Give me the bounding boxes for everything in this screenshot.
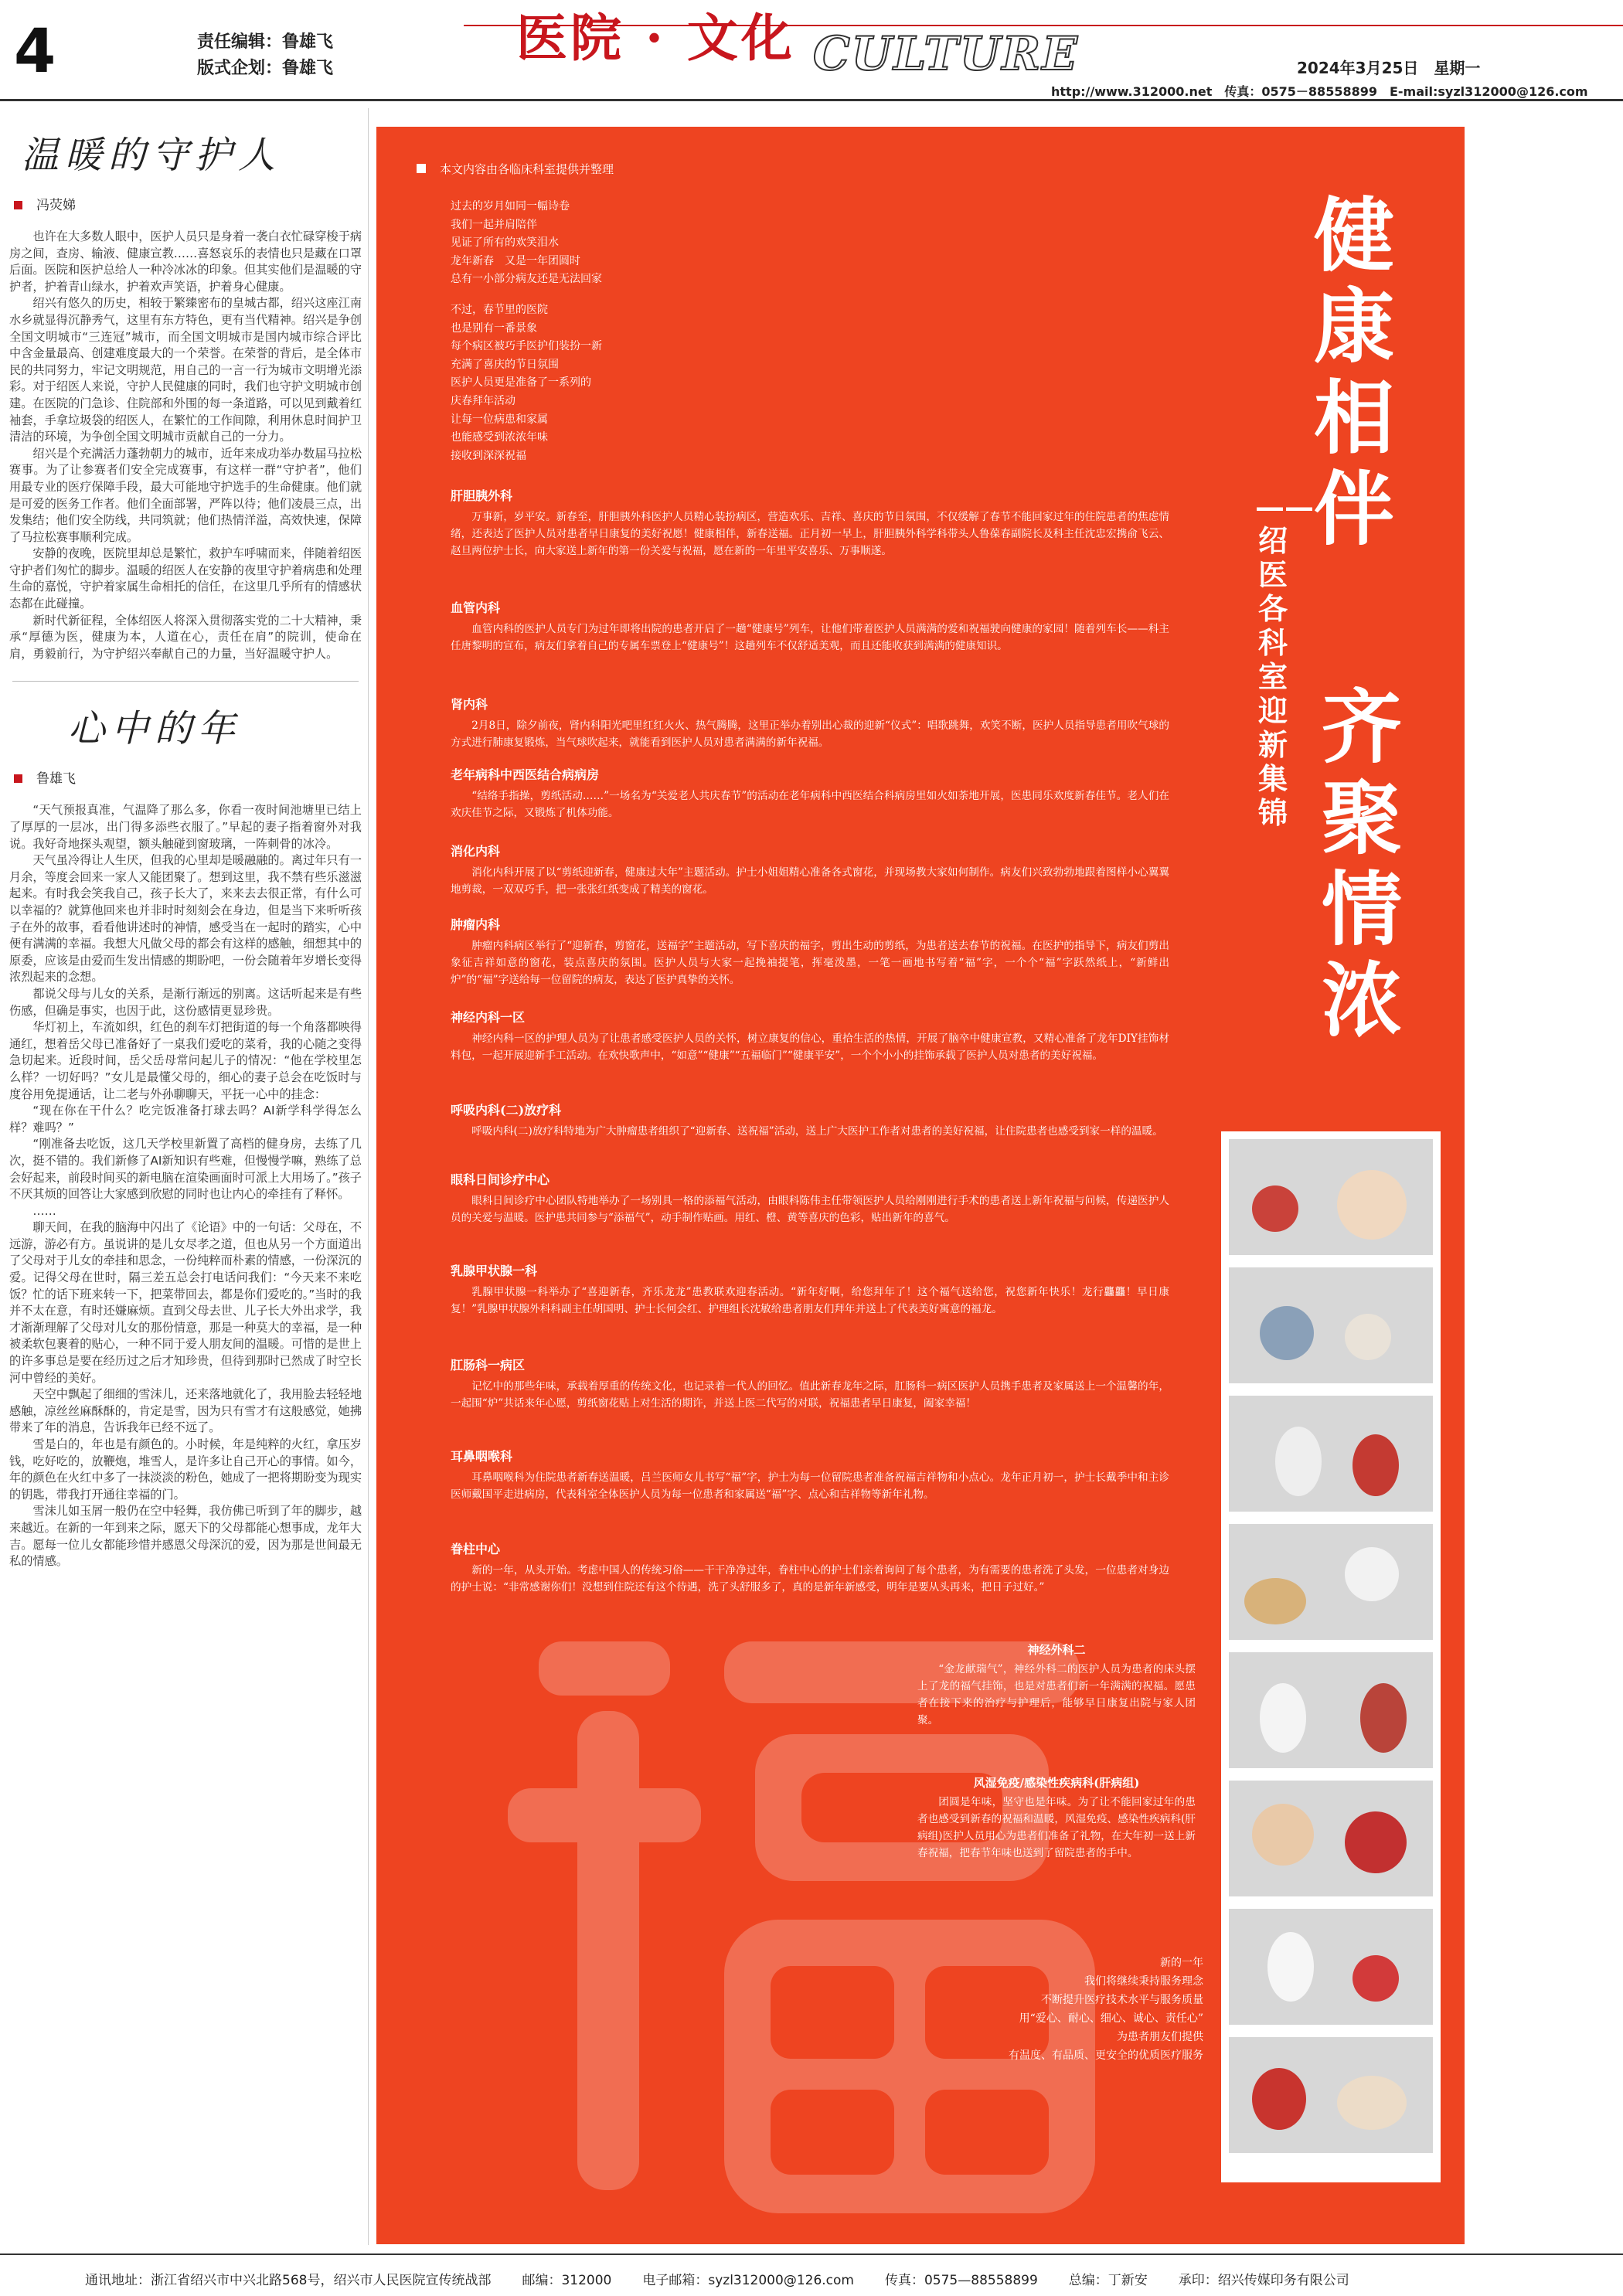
photo-figure [1345, 1547, 1399, 1601]
dept-text: 万事新，岁平安。新春至，肝胆胰外科医护人员精心装扮病区，营造欢乐、吉祥、喜庆的节日氛围，不仅缓解了春节不能回家过年的住院患者的焦虑情绪，还表达了医护人员对患者早日康复的美好祝愿！健康相伴，新春送福。正月初一早上，肝胆胰外科学科带头人鲁葆春副院长及科主任沈忠宏携俞飞云、赵旦两位护士长，向大家送上新年的第一份关爱与祝福，愿在新的一年里平安喜乐、万事顺遂。 [451, 511, 1169, 557]
dept-breast-thyroid [451, 1261, 1169, 1318]
dept-text: 2月8日，除夕前夜，肾内科阳光吧里红红火火、热气腾腾，这里正举办着别出心裁的迎新“仪式”：唱歌跳舞，欢笑不断，医护人员指导患者用吹气球的方式进行肺康复锻炼，当气球吹起来，就能看到医护人员对患者满满的新年祝福。 [451, 719, 1169, 749]
page-number: 4 [14, 17, 56, 87]
poem-line: 见证了所有的欢笑泪水 [451, 236, 559, 250]
dept-text: 记忆中的那些年味，承载着厚重的传统文化，也记录着一代人的回忆。值此新春龙年之际，肛肠科一病区医护人员携手患者及家属送上一个温馨的年，一起围“炉”共话来年心愿，剪纸窗花贴上对生活的期许，并送上医二代写的对联，祝福患者早日康复，阖家幸福！ [451, 1380, 1169, 1410]
poem-line: 不过，春节里的医院 [451, 303, 548, 316]
photo-4 [1229, 1524, 1433, 1640]
dept-name: 神经外科二 [1027, 1643, 1086, 1657]
article-title: 温暖的守护人 [22, 134, 282, 177]
footer-printer: 承印：绍兴传媒印务有限公司 [1178, 2273, 1349, 2288]
dept-name: 风湿免疫/感染性疾病科(肝病组) [973, 1776, 1140, 1790]
feature-subtitle: ——绍医各科室迎新集锦 [1255, 489, 1314, 830]
paragraph: …… [32, 1203, 56, 1218]
closing-line: 不断提升医疗技术水平与服务质量 [1041, 1994, 1203, 2006]
footer-fax: 传真：0575—88558899 [884, 2273, 1038, 2288]
dept-neurology-1 [451, 1008, 1169, 1064]
photo-figure [1352, 1955, 1399, 2002]
poem-line: 每个病区被巧手医护们装扮一新 [451, 340, 602, 353]
dept-spine-center [451, 1539, 1169, 1596]
paragraph: 新时代新征程，全体绍医人将深入贯彻落实党的二十大精神，秉承“厚德为医，健康为本，人道在心，责任在肩”的院训，使命在肩，勇毅前行，为守护绍兴奉献自己的力量，当好温暖守护人。 [9, 613, 362, 661]
paragraph: 天空中飘起了细细的雪沫儿，还来落地就化了，我用脸去轻轻地感触，凉丝丝麻酥酥的，肯定是雪，因为只有雪才有这般感觉，她拂带来了年的消息，告诉我年已经不远了。 [9, 1387, 362, 1435]
dept-text: 团圆是年味，坚守也是年味。为了让不能回家过年的患者也感受到新春的祝福和温暖，风湿免疫、感染性疾病科(肝病组)医护人员用心为患者们准备了礼物，在大年初一送上新春祝福，把春节年味也送到了留院患者的手中。 [917, 1796, 1196, 1859]
feature-panel [376, 127, 1465, 2244]
dept-neurosurgery-2 [917, 1641, 1196, 1729]
dept-text: 消化内科开展了以“剪纸迎新春，健康过大年”主题活动。护士小姐姐精心准备各式窗花，并现场教大家如何制作。病友们兴致勃勃地跟着图样小心翼翼地剪裁，一双双巧手，把一张张红纸变成了精美的窗花。 [451, 866, 1169, 896]
dept-text: 乳腺甲状腺一科举办了“喜迎新春，齐乐龙龙”患教联欢迎春活动。“新年好啊，给您拜年了！这个福气送给您，祝您新年快乐！龙行龘龘！早日康复！”乳腺甲状腺外科科副主任胡国明、护士长何会红、护理组长沈敏给患者朋友们拜年并送上了代表美好寓意的福龙。 [451, 1286, 1169, 1315]
top-rule [0, 99, 1623, 101]
photo-figure [1337, 2076, 1407, 2130]
poem-line: 充满了喜庆的节日氛围 [451, 358, 559, 371]
poem-line: 也能感受到浓浓年味 [451, 431, 548, 444]
paragraph: 都说父母与儿女的关系，是渐行渐远的别离。这话听起来是有些伤感，但确是事实，也因于此，这份感情更显珍贵。 [9, 986, 362, 1018]
paragraph: 雪是白的，年也是有颜色的。小时候，年是纯粹的火红，拿压岁钱，吃好吃的，放鞭炮，堆雪人，是许多让自己开心的事情。如今，年的颜色在火红中多了一抹淡淡的粉色，她成了一把将期盼变为现实的钥匙，带我打开通往幸福的门。 [9, 1437, 362, 1502]
photo-1 [1229, 1139, 1433, 1255]
dept-name: 呼吸内科(二)放疗科 [451, 1103, 562, 1117]
dept-anorectal [451, 1355, 1169, 1412]
dept-name: 肿瘤内科 [451, 917, 501, 932]
paragraph: 安静的夜晚，医院里却总是繁忙，救护车呼啸而来，伴随着绍医守护者们匆忙的脚步。温暖的绍医人在安静的夜里守护着病患和处理生命的嘉悦，守护着家属生命相托的信任，在这里几乎所有的情感状态都在此碰撞。 [9, 546, 362, 611]
dept-text: 血管内科的医护人员专门为过年即将出院的患者开启了一趟“健康号”列车，让他们带着医护人员满满的爱和祝福驶向健康的家园！随着列车长——科主任唐黎明的宣布，病友们拿着自己的专属车票登上“健康号”！这趟列车不仅舒适美观，而且还能收获到满满的健康知识。 [451, 623, 1169, 652]
footer-address: 通讯地址：浙江省绍兴市中兴北路568号，绍兴市人民医院宣传统战部 [85, 2273, 492, 2288]
dept-vascular [451, 598, 1169, 655]
poem-line: 医护人员更是准备了一系列的 [451, 376, 591, 389]
dept-text: 耳鼻咽喉科为住院患者新春送温暖，吕兰医师女儿书写“福”字，护士为每一位留院患者准备祝福吉祥物和小点心。龙年正月初一，护士长戴季中和主诊医师戴国平走进病房，代表科室全体医护人员为每一位患者和家属送“福”字、点心和吉祥物等新年礼物。 [451, 1471, 1169, 1501]
poem-line: 让每一位病患和家属 [451, 413, 548, 426]
editor-line: 责任编辑：鲁雄飞 [197, 32, 334, 52]
dept-oncology [451, 915, 1169, 988]
column-divider [368, 108, 369, 2245]
poem-line: 接收到深深祝福 [451, 449, 526, 462]
poem-line: 我们一起并肩陪伴 [451, 218, 537, 231]
photo-2 [1229, 1267, 1433, 1383]
dept-name: 老年病科中西医结合病病房 [451, 767, 600, 782]
photo-figure [1260, 1683, 1306, 1753]
dept-name: 眷柱中心 [451, 1542, 501, 1556]
article-author: 冯荧娣 [14, 194, 362, 213]
photo-figure [1275, 1427, 1322, 1496]
section-title: 医院 · 文化 [516, 8, 795, 68]
dept-text: 眼科日间诊疗中心团队特地举办了一场别具一格的添福气活动，由眼科陈伟主任带领医护人员给刚刚进行手术的患者送上新年祝福与问候，传递医护人员的关爱与温暖。医护患共同参与“添福气”，动手制作贴画。用红、橙、黄等喜庆的色彩，贴出新年的喜气。 [451, 1195, 1169, 1224]
photo-figure [1244, 1578, 1306, 1624]
dept-name: 肛肠科一病区 [451, 1358, 526, 1372]
feature-title-line1: 健康相伴 [1313, 188, 1394, 556]
dept-text: 神经内科一区的护理人员为了让患者感受医护人员的关怀，树立康复的信心，重拾生活的热情，开展了脑卒中健康宣教，又精心准备了龙年DIY挂饰材料包，一起开展迎新手工活动。在欢快歌声中，“如意”“健康”“五福临门”“健康平安”，一个个小小的挂饰承载了医护人员对患者的美好祝福。 [451, 1032, 1169, 1062]
photo-figure [1252, 1804, 1314, 1866]
dept-name: 血管内科 [451, 600, 501, 615]
dept-geriatrics [451, 765, 1169, 821]
editor-credits [197, 29, 333, 82]
dept-gastroenterology [451, 842, 1169, 898]
dept-ent [451, 1447, 1169, 1503]
masthead-contact: http://www.312000.net 传真：0575－88558899 E-mail:syzl312000@126.com [1051, 84, 1588, 99]
closing-line: 用“爱心、耐心、细心、诚心、责任心” [1019, 2012, 1203, 2025]
footer-email: 电子邮箱：syzl312000@126.com [642, 2273, 854, 2288]
planner-line: 版式企划：鲁雄飞 [197, 59, 334, 78]
closing-line: 新的一年 [1160, 1957, 1203, 1969]
paragraph: 绍兴有悠久的历史，相较于繁臻密布的皇城古都，绍兴这座江南水乡就显得沉静秀气，这里有东方特色，更有当代精神。绍兴是争创全国文明城市“三连冠”城市，而全国文明城市是国内城市综合评比中含金量最高、创建难度最大的一个荣誉。在荣誉的背后，是全体市民的共同努力，牢记文明规范，用自己的一言一行为城市文明增光添彩。对于绍医人来说，守护人民健康的同时，我们也守护文明城市创建。在医院的门急诊、住院部和外围的每一条道路，可以见到戴着红袖套，手拿垃圾袋的绍医人，在繁忙的工作间隙，利用休息时间护卫清洁的环境，为争创全国文明城市贡献自己的一分力。 [9, 296, 362, 444]
closing-line: 为患者朋友们提供 [1117, 2031, 1203, 2043]
dept-hepatobiliary [451, 486, 1169, 560]
dept-text: “结络手指操，剪纸活动……”一场名为“关爱老人共庆春节”的活动在老年病科中西医结合科病房里如火如荼地开展，医患同乐欢度新春佳节。老人们在欢庆佳节之际，又锻炼了机体功能。 [451, 790, 1169, 819]
section-title-en: CULTURE [813, 27, 1079, 81]
source-note: 本文内容由各临床科室提供并整理 [417, 161, 614, 177]
paragraph: 绍兴是个充满活力蓬勃朝力的城市，近年来成功举办数届马拉松赛事。为了让参赛者们安全完成赛事，有这样一群“守护者”，他们用最专业的医疗保障手段，最大可能地守护选手的生命健康。他们就是可爱的医务工作者。他们全面部署，严阵以待；他们凌晨三点，出发集结；他们安全防线，共同筑就；他们热情洋溢，高效快速，保障了马拉松赛事顺利完成。 [9, 446, 362, 544]
feature-title-line2: 齐聚情浓 [1321, 679, 1402, 1048]
dept-name: 消化内科 [451, 844, 501, 859]
dept-ophthalmology [451, 1170, 1169, 1226]
photo-figure [1337, 1170, 1407, 1240]
article-new-year-in-heart [9, 699, 362, 1570]
paragraph: 聊天间，在我的脑海中闪出了《论语》中的一句话：父母在，不远游，游必有方。虽说讲的是儿女尽孝之道，但也从另一个方面道出了父母对于儿女的牵挂和思念，一份纯粹而朴素的情感，一份深沉的爱。记得父母在世时，隔三差五总会打电话问我们：“今天来不来吃饭？忙的话下班来转一下，把菜带回去，都是你们爱吃的。”当时的我并不太在意，有时还嫌麻烦。直到父母去世、儿子长大外出求学，我才渐渐理解了父母对儿女的那份情意，那是一种莫大的幸福，是一种被柔软包裹着的贴心，一种不同于爱人朋友间的温暖。可惜的是世上的许多事总是要在经历过之后才知珍贵，但待到那时已然成了时空长河中曾经的美好。 [9, 1220, 362, 1385]
left-column [9, 108, 362, 1570]
poem-gap [451, 289, 602, 301]
poem-line: 庆春拜年活动 [451, 394, 515, 407]
dept-name: 肾内科 [451, 697, 488, 712]
dept-nephrology [451, 695, 1169, 751]
closing-line: 我们将继续秉持服务理念 [1084, 1975, 1203, 1988]
dept-name: 乳腺甲状腺一科 [451, 1264, 538, 1278]
poem-line: 龙年新春 又是一年团圆时 [451, 254, 580, 267]
dept-rheumatology [917, 1774, 1196, 1862]
dept-name: 神经内科一区 [451, 1010, 526, 1025]
photo-figure [1345, 1314, 1391, 1360]
footer-rule [0, 2253, 1623, 2255]
paragraph: 天气虽冷得让人生厌，但我的心里却是暖融融的。离过年只有一月余，等度会回来一家人又能团聚了。想到这里，我不禁有些乐滋滋起来。有时我会笑我自己，孩子长大了，来来去去很正常，有什么可以幸福的？就算他回来也并非时时刻刻会在身边，但是当下来听听孩子在外的故事，看看他讲述时的神情，感受当在一起时的踏实，心中便有满满的幸福。我想大凡做父母的都会有这样的感触，细想其中的原委，应该是由爱而生发出情感的期盼吧，一份会随着年岁增长变得浓烈起来的念想。 [9, 853, 362, 985]
paragraph: “天气预报真准，气温降了那么多，你看一夜时间池塘里已结上了厚厚的一层冰，出门得多添些衣服了。”早起的妻子指着窗外对我说。我好奇地探头观望，额头触碰到窗玻璃，一阵刺骨的冰冷。 [9, 803, 362, 851]
photo-figure [1360, 1683, 1407, 1753]
dept-text: “金龙献瑞气”，神经外科二的医护人员为患者的床头摆上了龙的福气挂饰，也是对患者们新一年满满的祝福。愿患者在接下来的治疗与护理后，能够早日康复出院与家人团聚。 [917, 1663, 1196, 1726]
intro-poem [451, 198, 602, 465]
paragraph: 雪沫儿如玉屑一般仍在空中轻舞，我仿佛已听到了年的脚步，越来越近。在新的一年到来之际，愿天下的父母都能心想事成，龙年大吉。愿每一位儿女都能珍惜并感恩父母深沉的爱，因为那是世间最无私的情感。 [9, 1504, 362, 1569]
article-body [9, 229, 362, 662]
paragraph: 也许在大多数人眼中，医护人员只是身着一袭白衣忙碌穿梭于病房之间，查房、输液、健康宣教……喜怒哀乐的表情也只是藏在口罩后面。医院和医护总给人一种冷冰冰的印象。但其实他们是温暖的守护者，护着青山绿水，护着欢声笑语，护着身心健康。 [9, 230, 362, 294]
photo-strip [1221, 1131, 1441, 2182]
footer-chief-editor: 总编：丁新安 [1068, 2273, 1148, 2288]
photo-3 [1229, 1396, 1433, 1512]
closing-verse [917, 1954, 1203, 2065]
footer [85, 2269, 1615, 2288]
photo-6 [1229, 1781, 1433, 1896]
closing-line: 有温度、有品质、更安全的优质医疗服务 [1009, 2049, 1203, 2062]
dept-text: 肿瘤内科病区举行了“迎新春，剪窗花，送福字”主题活动，写下喜庆的福字，剪出生动的剪纸，为患者送去春节的祝福。在医护的指导下，病友们剪出象征吉祥如意的窗花，装点喜庆的氛围。医护人员与大家一起挽袖提笔，挥毫泼墨，一笔一画地书写着“福”字，一个个“福”字跃然纸上，“新鲜出炉”的“福”字送给每一位留院的病友，表达了医护真挚的关怀。 [451, 940, 1169, 986]
paragraph: “刚准备去吃饭，这几天学校里新置了高档的健身房，去练了几次，挺不错的。我们新修了AI新知识有些难，但慢慢学嘛，熟练了总会好起来，前段时间买的新电脑在渲染画面时可派上大用场了。”孩子不厌其烦的回答让大家感到欣慰的同时也让内心的牵挂有了释怀。 [9, 1137, 362, 1202]
dept-respiratory-2 [451, 1100, 1169, 1140]
photo-5 [1229, 1652, 1433, 1768]
article-title: 心中的年 [68, 707, 242, 751]
dept-name: 肝胆胰外科 [451, 488, 513, 503]
article-separator [12, 681, 359, 682]
dept-text: 新的一年，从头开始。考虑中国人的传统习俗——干干净净过年，眷柱中心的护士们亲着询问了每个患者，为有需要的患者洗了头发，一位患者对身边的护士说：“非常感谢你们！没想到住院还有这个待遇，洗了头舒服多了，真的是新年新感受，明年是要从头再来，把日子过好。” [451, 1564, 1169, 1594]
article-warm-guardian [9, 125, 362, 662]
poem-line: 总有一小部分病友还是无法回家 [451, 273, 602, 286]
photo-7 [1229, 1909, 1433, 2025]
paragraph: 华灯初上，车流如织，红色的刹车灯把街道的每一个角落都映得通红，想着岳父母已准备好了一桌我们爱吃的菜肴，我的心随之变得急切起来。近段时间，岳父岳母常问起儿子的情况：“他在学校里怎么样？一切好吗？”女儿是最懂父母的，细心的妻子总会在吃饭时与度谷用免提通话，让二老与外孙聊聊天，平抚一心中的挂念： [9, 1020, 362, 1101]
issue-date: 2024年3月25日 星期一 [1297, 59, 1481, 77]
footer-postcode: 邮编：312000 [522, 2273, 612, 2288]
photo-figure [1260, 1306, 1314, 1360]
paragraph: “现在你在干什么？吃完饭准备打球去吗？AI新学科学得怎么样？难吗？” [9, 1104, 362, 1134]
article-author: 鲁雄飞 [14, 767, 362, 787]
photo-figure [1345, 1811, 1407, 1873]
photo-figure [1267, 1932, 1314, 2002]
photo-figure [1352, 1434, 1399, 1496]
poem-line: 也是别有一番景象 [451, 321, 537, 335]
article-body [9, 802, 362, 1570]
dept-name: 眼科日间诊疗中心 [451, 1172, 550, 1187]
dept-text: 呼吸内科(二)放疗科特地为广大肿瘤患者组织了“迎新春、送祝福”活动，送上广大医护工作者对患者的美好祝福，让住院患者也感受到家一样的温暖。 [471, 1125, 1163, 1138]
photo-figure [1252, 1185, 1298, 1232]
poem-line: 过去的岁月如同一幅诗卷 [451, 200, 570, 213]
photo-figure [1252, 2068, 1306, 2130]
dept-name: 耳鼻咽喉科 [451, 1449, 513, 1464]
photo-8 [1229, 2037, 1433, 2153]
